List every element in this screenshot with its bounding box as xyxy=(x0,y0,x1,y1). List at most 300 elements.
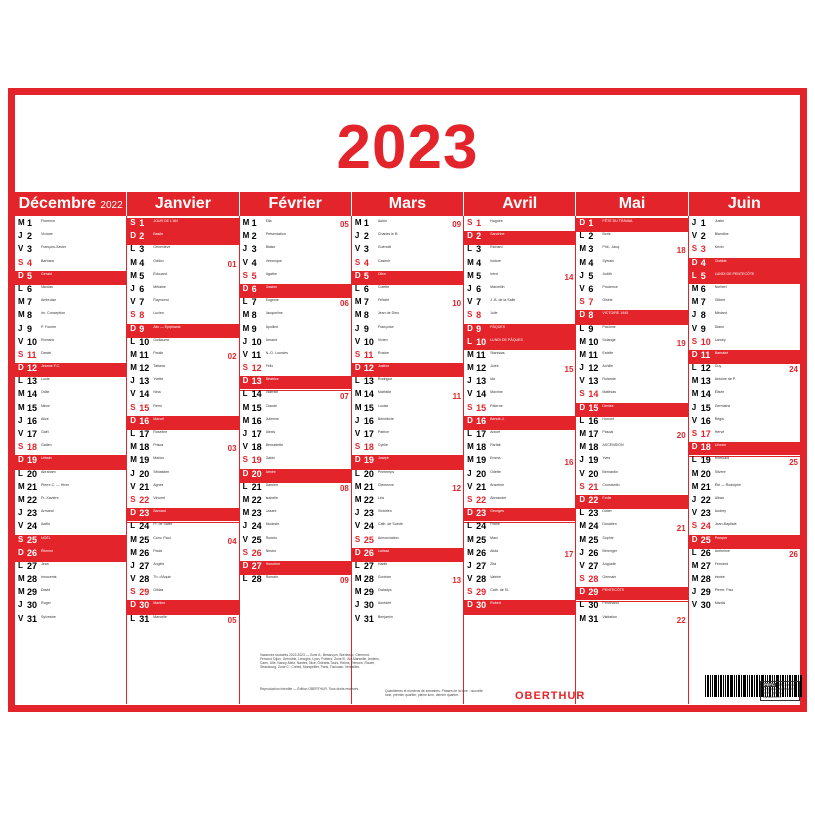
day-cell[interactable] xyxy=(689,521,800,534)
day-cell[interactable] xyxy=(464,297,575,310)
day-cell[interactable] xyxy=(464,574,575,587)
day-cell[interactable] xyxy=(576,561,687,574)
day-cell[interactable] xyxy=(352,310,463,323)
day-cell[interactable] xyxy=(15,614,126,627)
day-cell[interactable] xyxy=(240,284,351,297)
day-cell[interactable] xyxy=(240,337,351,350)
day-cell[interactable] xyxy=(15,389,126,402)
day-cell[interactable] xyxy=(576,350,687,363)
day-cell[interactable] xyxy=(15,548,126,561)
saint-name: Valérie xyxy=(490,575,502,580)
day-cell[interactable] xyxy=(576,244,687,257)
day-cell[interactable] xyxy=(689,535,800,548)
day-cell[interactable] xyxy=(127,548,238,561)
day-cell[interactable] xyxy=(689,442,800,455)
day-number: 30 xyxy=(363,600,374,611)
day-cell[interactable] xyxy=(127,429,238,442)
day-cell[interactable] xyxy=(127,403,238,416)
day-number: 20 xyxy=(251,468,262,479)
day-cell[interactable] xyxy=(127,482,238,495)
day-number: 16 xyxy=(476,415,487,426)
day-cell[interactable] xyxy=(352,271,463,284)
day-cell[interactable] xyxy=(15,574,126,587)
day-cell[interactable] xyxy=(240,271,351,284)
day-cell[interactable] xyxy=(240,324,351,337)
day-cell[interactable] xyxy=(464,442,575,455)
day-cell[interactable] xyxy=(352,600,463,613)
day-cell[interactable] xyxy=(127,508,238,521)
saint-name: Félix xyxy=(265,364,274,369)
day-cell[interactable] xyxy=(352,429,463,442)
day-letter: S xyxy=(242,547,248,557)
day-cell[interactable] xyxy=(240,455,351,468)
day-cell[interactable] xyxy=(464,508,575,521)
day-cell[interactable] xyxy=(689,376,800,389)
day-cell[interactable] xyxy=(576,310,687,323)
day-cell[interactable] xyxy=(464,337,575,350)
day-cell[interactable] xyxy=(15,416,126,429)
day-cell[interactable] xyxy=(15,600,126,613)
day-number: 6 xyxy=(139,283,145,294)
saint-name: Rosine xyxy=(377,350,390,355)
day-cell[interactable] xyxy=(352,508,463,521)
day-cell[interactable] xyxy=(576,271,687,284)
day-letter: S xyxy=(691,521,698,531)
saint-name: Eugénie xyxy=(265,298,279,303)
day-cell[interactable] xyxy=(127,535,238,548)
day-cell[interactable] xyxy=(15,376,126,389)
day-cell[interactable] xyxy=(689,587,800,600)
day-cell[interactable] xyxy=(576,455,687,468)
day-cell[interactable] xyxy=(576,324,687,337)
day-cell[interactable] xyxy=(352,324,463,337)
day-cell[interactable] xyxy=(240,218,351,231)
day-cell[interactable] xyxy=(576,416,687,429)
day-cell[interactable] xyxy=(352,521,463,534)
saint-name: Boris xyxy=(602,232,611,237)
day-cell[interactable] xyxy=(464,376,575,389)
day-cell[interactable] xyxy=(576,535,687,548)
day-cell[interactable] xyxy=(464,495,575,508)
day-cell[interactable] xyxy=(576,482,687,495)
day-letter: M xyxy=(18,481,25,491)
day-cell[interactable] xyxy=(689,416,800,429)
day-cell[interactable] xyxy=(689,271,800,284)
day-letter: J xyxy=(130,468,135,478)
day-cell[interactable] xyxy=(352,244,463,257)
day-cell[interactable] xyxy=(464,548,575,561)
day-letter: M xyxy=(242,310,250,320)
day-cell[interactable] xyxy=(689,218,800,231)
day-cell[interactable] xyxy=(464,482,575,495)
day-number: 8 xyxy=(700,310,706,321)
day-number: 28 xyxy=(251,574,262,585)
day-cell[interactable] xyxy=(240,350,351,363)
day-cell[interactable] xyxy=(352,561,463,574)
day-cell[interactable] xyxy=(352,587,463,600)
day-number: 15 xyxy=(700,402,711,413)
day-number: 11 xyxy=(588,349,598,360)
day-cell[interactable] xyxy=(15,495,126,508)
saint-name: Lazare xyxy=(265,509,277,514)
day-number: 13 xyxy=(700,376,711,387)
day-cell[interactable] xyxy=(352,376,463,389)
saint-name: Paulin xyxy=(153,350,164,355)
day-cell[interactable] xyxy=(464,389,575,402)
day-cell[interactable] xyxy=(15,324,126,337)
day-cell[interactable] xyxy=(352,284,463,297)
day-cell[interactable] xyxy=(352,403,463,416)
day-cell[interactable] xyxy=(576,614,687,627)
day-cell[interactable] xyxy=(689,600,800,613)
day-cell[interactable] xyxy=(127,455,238,468)
day-cell[interactable] xyxy=(15,363,126,376)
day-number: 27 xyxy=(476,560,487,571)
day-number: 30 xyxy=(588,600,599,611)
day-cell[interactable] xyxy=(689,574,800,587)
day-cell[interactable] xyxy=(240,389,351,402)
saint-name: Bernardin xyxy=(602,469,618,474)
day-letter: M xyxy=(691,574,699,584)
day-cell[interactable] xyxy=(464,600,575,613)
day-letter: J xyxy=(354,415,360,425)
week-number: 25 xyxy=(789,457,798,467)
day-letter: J xyxy=(691,218,697,227)
day-cell[interactable] xyxy=(127,310,238,323)
day-cell[interactable] xyxy=(689,561,800,574)
day-cell[interactable] xyxy=(127,258,238,271)
day-cell[interactable] xyxy=(464,587,575,600)
day-cell[interactable] xyxy=(15,403,126,416)
day-cell[interactable] xyxy=(127,337,238,350)
day-cell[interactable] xyxy=(15,455,126,468)
day-cell[interactable] xyxy=(464,403,575,416)
day-cell[interactable] xyxy=(689,429,800,442)
saint-name: Raymond xyxy=(153,298,169,303)
day-cell[interactable] xyxy=(464,271,575,284)
day-cell[interactable] xyxy=(464,561,575,574)
day-cell[interactable] xyxy=(127,271,238,284)
day-letter: L xyxy=(354,560,360,570)
day-letter: V xyxy=(130,574,136,584)
day-number: 8 xyxy=(588,310,594,321)
day-cell[interactable] xyxy=(15,297,126,310)
saint-name: Guy xyxy=(714,364,722,369)
day-cell[interactable] xyxy=(15,350,126,363)
day-number: 14 xyxy=(27,389,38,400)
day-cell[interactable] xyxy=(127,574,238,587)
day-cell[interactable] xyxy=(15,482,126,495)
day-cell[interactable] xyxy=(352,337,463,350)
day-cell[interactable] xyxy=(127,442,238,455)
day-cell[interactable] xyxy=(352,469,463,482)
day-cell[interactable] xyxy=(127,469,238,482)
day-cell[interactable] xyxy=(576,218,687,231)
day-cell[interactable] xyxy=(352,258,463,271)
day-cell[interactable] xyxy=(240,231,351,244)
day-letter: L xyxy=(242,389,248,399)
day-number: 2 xyxy=(588,231,594,242)
day-cell[interactable] xyxy=(240,561,351,574)
saint-name: N.-D. Lourdes xyxy=(265,350,288,355)
day-cell[interactable] xyxy=(240,508,351,521)
day-cell[interactable] xyxy=(464,218,575,231)
day-cell[interactable] xyxy=(689,548,800,561)
day-cell[interactable] xyxy=(689,508,800,521)
day-cell[interactable] xyxy=(240,310,351,323)
day-cell[interactable] xyxy=(689,495,800,508)
day-number: 16 xyxy=(588,415,599,426)
day-number: 12 xyxy=(700,363,711,374)
day-number: 26 xyxy=(700,547,711,558)
day-letter: J xyxy=(691,310,697,320)
day-cell[interactable] xyxy=(352,455,463,468)
day-cell[interactable] xyxy=(15,429,126,442)
day-cell[interactable] xyxy=(576,403,687,416)
day-number: 17 xyxy=(139,429,150,439)
saint-name: Valentin xyxy=(265,390,279,395)
day-number: 4 xyxy=(27,257,33,268)
day-cell[interactable] xyxy=(464,429,575,442)
day-cell[interactable] xyxy=(127,231,238,244)
day-cell[interactable] xyxy=(464,258,575,271)
day-cell[interactable] xyxy=(127,284,238,297)
saint-name: Romaric xyxy=(41,337,55,342)
day-cell[interactable] xyxy=(689,231,800,244)
day-cell[interactable] xyxy=(15,271,126,284)
saint-name: Lucien xyxy=(153,311,164,316)
day-cell[interactable] xyxy=(240,495,351,508)
day-cell[interactable] xyxy=(127,495,238,508)
day-cell[interactable] xyxy=(15,521,126,534)
day-cell[interactable] xyxy=(240,416,351,429)
day-cell[interactable] xyxy=(576,389,687,402)
day-number: 28 xyxy=(476,574,487,585)
day-cell[interactable] xyxy=(352,574,463,587)
day-cell[interactable] xyxy=(352,495,463,508)
day-cell[interactable] xyxy=(15,535,126,548)
day-cell[interactable] xyxy=(689,337,800,350)
day-cell[interactable] xyxy=(15,337,126,350)
saint-name: Gilbert xyxy=(714,298,726,303)
day-letter: D xyxy=(130,508,137,518)
saint-name: Emma xyxy=(490,456,501,461)
day-cell[interactable] xyxy=(127,324,238,337)
day-cell[interactable] xyxy=(352,363,463,376)
day-cell[interactable] xyxy=(240,363,351,376)
day-cell[interactable] xyxy=(240,548,351,561)
day-cell[interactable] xyxy=(15,508,126,521)
day-cell[interactable] xyxy=(352,350,463,363)
saint-name: Patrice xyxy=(377,430,390,434)
day-number: 28 xyxy=(139,574,150,585)
saint-name: Parfait xyxy=(490,443,501,448)
day-cell[interactable] xyxy=(127,614,238,627)
day-cell[interactable] xyxy=(352,548,463,561)
saint-name: Hervé xyxy=(714,430,725,434)
saint-name: Habib xyxy=(377,561,388,566)
day-cell[interactable] xyxy=(464,244,575,257)
day-number: 10 xyxy=(476,336,487,347)
day-number: 31 xyxy=(588,613,599,624)
day-number: 20 xyxy=(476,468,487,479)
day-cell[interactable] xyxy=(352,614,463,627)
day-cell[interactable] xyxy=(352,416,463,429)
day-cell[interactable] xyxy=(352,218,463,231)
day-cell[interactable] xyxy=(576,429,687,442)
day-cell[interactable] xyxy=(352,535,463,548)
day-cell[interactable] xyxy=(464,363,575,376)
day-cell[interactable] xyxy=(240,482,351,495)
day-letter: J xyxy=(242,244,248,254)
day-cell[interactable] xyxy=(15,231,126,244)
day-cell[interactable] xyxy=(240,429,351,442)
day-number: 14 xyxy=(251,389,262,400)
week-number: 14 xyxy=(564,272,574,282)
day-cell[interactable] xyxy=(240,574,351,587)
month-columns xyxy=(15,216,800,704)
day-cell[interactable] xyxy=(576,337,687,350)
day-cell[interactable] xyxy=(240,442,351,455)
day-cell[interactable] xyxy=(576,284,687,297)
day-cell[interactable] xyxy=(689,363,800,376)
day-number: 15 xyxy=(476,402,487,413)
day-cell[interactable] xyxy=(464,455,575,468)
day-letter: S xyxy=(579,297,585,307)
saint-name: Guénolé xyxy=(377,245,392,250)
day-cell[interactable] xyxy=(15,258,126,271)
day-cell[interactable] xyxy=(464,521,575,534)
day-cell[interactable] xyxy=(240,258,351,271)
day-cell[interactable] xyxy=(127,587,238,600)
day-cell[interactable] xyxy=(689,482,800,495)
saint-name: Émile xyxy=(602,495,612,500)
day-cell[interactable] xyxy=(352,482,463,495)
day-cell[interactable] xyxy=(576,548,687,561)
saint-name: Présentation xyxy=(265,232,286,237)
day-cell[interactable] xyxy=(689,310,800,323)
day-cell[interactable] xyxy=(576,297,687,310)
day-cell[interactable] xyxy=(352,231,463,244)
day-cell[interactable] xyxy=(689,469,800,482)
day-cell[interactable] xyxy=(127,350,238,363)
day-cell[interactable] xyxy=(127,521,238,534)
day-cell[interactable] xyxy=(352,297,463,310)
day-cell[interactable] xyxy=(576,376,687,389)
day-cell[interactable] xyxy=(15,284,126,297)
day-cell[interactable] xyxy=(464,231,575,244)
day-cell[interactable] xyxy=(689,297,800,310)
day-letter: M xyxy=(354,389,362,399)
day-number: 4 xyxy=(251,257,257,268)
day-cell[interactable] xyxy=(127,363,238,376)
day-cell[interactable] xyxy=(464,324,575,337)
day-cell[interactable] xyxy=(240,521,351,534)
day-cell[interactable] xyxy=(464,416,575,429)
month-header-mars xyxy=(352,192,464,216)
day-cell[interactable] xyxy=(127,376,238,389)
day-cell[interactable] xyxy=(15,244,126,257)
day-letter: V xyxy=(242,442,248,452)
day-cell[interactable] xyxy=(15,561,126,574)
day-cell[interactable] xyxy=(464,350,575,363)
day-cell[interactable] xyxy=(15,587,126,600)
day-cell[interactable] xyxy=(15,310,126,323)
day-cell[interactable] xyxy=(576,600,687,613)
month-header-décembre xyxy=(15,192,127,216)
saint-name: Benjamin xyxy=(377,614,393,619)
day-cell[interactable] xyxy=(464,284,575,297)
saint-name: Kévin xyxy=(714,245,724,250)
day-cell[interactable] xyxy=(15,218,126,231)
day-cell[interactable] xyxy=(689,455,800,468)
day-cell[interactable] xyxy=(464,535,575,548)
day-cell[interactable] xyxy=(689,284,800,297)
day-number: 11 xyxy=(139,349,149,360)
saint-name: Rémi xyxy=(153,403,162,408)
day-cell[interactable] xyxy=(464,469,575,482)
day-cell[interactable] xyxy=(240,469,351,482)
day-cell[interactable] xyxy=(127,389,238,402)
saint-name: P. Fourier xyxy=(41,324,57,329)
day-cell[interactable] xyxy=(15,469,126,482)
day-cell[interactable] xyxy=(576,508,687,521)
day-number: 21 xyxy=(588,481,599,492)
day-cell[interactable] xyxy=(576,258,687,271)
day-cell[interactable] xyxy=(576,574,687,587)
day-cell[interactable] xyxy=(127,244,238,257)
day-letter: V xyxy=(691,600,698,610)
day-cell[interactable] xyxy=(689,244,800,257)
day-cell[interactable] xyxy=(127,561,238,574)
day-cell[interactable] xyxy=(689,324,800,337)
day-cell[interactable] xyxy=(352,442,463,455)
day-letter: V xyxy=(579,560,585,570)
day-cell[interactable] xyxy=(689,258,800,271)
day-cell[interactable] xyxy=(576,495,687,508)
day-cell[interactable] xyxy=(240,297,351,310)
day-cell[interactable] xyxy=(15,442,126,455)
day-cell[interactable] xyxy=(240,403,351,416)
day-cell[interactable] xyxy=(127,218,238,231)
day-cell[interactable] xyxy=(576,521,687,534)
day-cell[interactable] xyxy=(464,310,575,323)
day-cell[interactable] xyxy=(127,297,238,310)
day-cell[interactable] xyxy=(240,535,351,548)
saint-name: Jean de Dieu xyxy=(377,311,400,316)
saint-name: Gisèle xyxy=(602,298,613,303)
day-letter: J xyxy=(242,429,248,438)
day-cell[interactable] xyxy=(576,231,687,244)
day-number: 18 xyxy=(363,442,374,453)
day-cell[interactable] xyxy=(576,587,687,600)
day-cell[interactable] xyxy=(127,416,238,429)
day-cell[interactable] xyxy=(240,376,351,389)
day-cell[interactable] xyxy=(576,442,687,455)
day-cell[interactable] xyxy=(689,389,800,402)
month-column-juin xyxy=(689,216,800,704)
day-cell[interactable] xyxy=(352,389,463,402)
day-letter: M xyxy=(467,547,474,557)
day-cell[interactable] xyxy=(576,469,687,482)
day-cell[interactable] xyxy=(689,403,800,416)
day-cell[interactable] xyxy=(127,600,238,613)
day-cell[interactable] xyxy=(689,350,800,363)
saint-name: Abraham xyxy=(41,469,56,474)
day-cell[interactable] xyxy=(240,244,351,257)
day-number: 1 xyxy=(588,218,594,228)
day-cell[interactable] xyxy=(576,363,687,376)
